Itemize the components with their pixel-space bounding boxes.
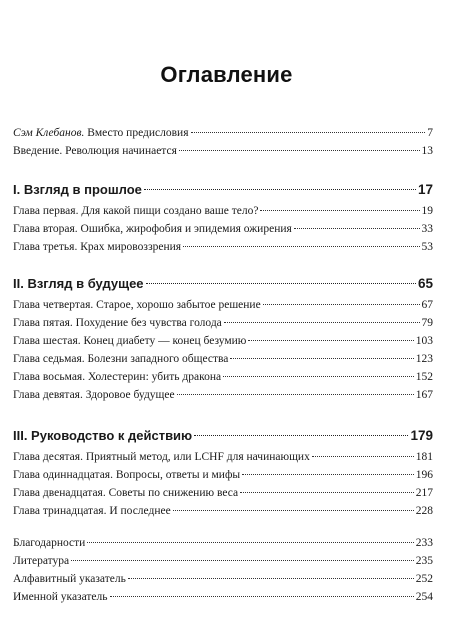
entry-label: Глава вторая. Ошибка, жирофобия и эпидемия ожирения (13, 223, 292, 235)
table-of-contents (13, 124, 433, 606)
toc-chapter-13[interactable] (13, 502, 433, 520)
entry-label: Глава восьмая. Холестерин: убить дракона (13, 371, 222, 383)
entry-page: 228 (415, 505, 433, 517)
dot-leader (87, 542, 413, 543)
toc-chapter-1[interactable] (13, 202, 433, 220)
toc-chapter-4[interactable] (13, 296, 433, 314)
dot-leader (179, 150, 420, 151)
entry-page: 67 (421, 299, 433, 311)
toc-entry-name-index[interactable] (13, 588, 433, 606)
dot-leader (191, 132, 426, 133)
entry-page: 13 (421, 145, 433, 157)
part-title: II. Взгляд в будущее (13, 276, 144, 291)
toc-chapter-3[interactable] (13, 238, 433, 256)
entry-label: Глава одиннадцатая. Вопросы, ответы и мифы (13, 469, 241, 481)
entry-page: 19 (421, 205, 433, 217)
entry-label: Алфавитный указатель (13, 573, 126, 585)
page-title: Оглавление (160, 62, 293, 87)
entry-author: Сэм Клебанов. (13, 127, 85, 139)
toc-chapter-11[interactable] (13, 466, 433, 484)
entry-page: 181 (415, 451, 433, 463)
toc-chapter-6[interactable] (13, 332, 433, 350)
dot-leader (183, 246, 419, 247)
entry-page: 167 (415, 389, 433, 401)
toc-chapter-5[interactable] (13, 314, 433, 332)
entry-label: Вместо предисловия (84, 127, 189, 139)
entry-label: Глава тринадцатая. И последнее (13, 505, 171, 517)
dot-leader (312, 456, 414, 457)
toc-chapter-7[interactable] (13, 350, 433, 368)
dot-leader (242, 474, 414, 475)
entry-label: Глава третья. Крах мировоззрения (13, 241, 182, 253)
entry-label: Именной указатель (13, 591, 108, 603)
dot-leader (224, 322, 420, 323)
entry-page: 79 (421, 317, 433, 329)
entry-page: 235 (415, 555, 433, 567)
toc-entry-subject-index[interactable] (13, 570, 433, 588)
entry-label: Глава четвертая. Старое, хорошо забытое решение (13, 299, 261, 311)
entry-label: Глава первая. Для какой пищи создано ваше тело? (13, 205, 259, 217)
entry-page: 7 (427, 127, 433, 139)
toc-entry-acknowledgements[interactable] (13, 534, 433, 552)
part-title: I. Взгляд в прошлое (13, 182, 142, 197)
entry-label: Глава десятая. Приятный метод, или LCHF для начинающих (13, 451, 310, 463)
entry-label: Глава девятая. Здоровое будущее (13, 389, 175, 401)
toc-chapter-10[interactable] (13, 448, 433, 466)
entry-page: 196 (415, 469, 433, 481)
entry-page: 152 (415, 371, 433, 383)
dot-leader (144, 189, 416, 190)
dot-leader (177, 394, 414, 395)
toc-part-3[interactable] (13, 424, 433, 448)
entry-page: 254 (415, 591, 433, 603)
entry-label: Благодарности (13, 537, 86, 549)
entry-page: 53 (421, 241, 433, 253)
entry-label: Глава седьмая. Болезни западного общества (13, 353, 229, 365)
toc-entry-introduction[interactable] (13, 142, 433, 160)
dot-leader (194, 435, 408, 436)
part-title: III. Руководство к действию (13, 428, 193, 443)
toc-part-1[interactable] (13, 178, 433, 202)
entry-label: Глава шестая. Конец диабету — конец безумию (13, 335, 247, 347)
toc-chapter-9[interactable] (13, 386, 433, 404)
entry-page: 217 (415, 487, 433, 499)
dot-leader (71, 560, 414, 561)
entry-page: 233 (415, 537, 433, 549)
part-page: 65 (417, 276, 433, 291)
entry-label: Введение. Революция начинается (13, 145, 177, 157)
dot-leader (260, 210, 419, 211)
entry-page: 33 (421, 223, 433, 235)
dot-leader (146, 283, 416, 284)
entry-page: 103 (415, 335, 433, 347)
dot-leader (223, 376, 414, 377)
toc-chapter-8[interactable] (13, 368, 433, 386)
toc-chapter-12[interactable] (13, 484, 433, 502)
dot-leader (263, 304, 420, 305)
toc-chapter-2[interactable] (13, 220, 433, 238)
dot-leader (240, 492, 414, 493)
part-page: 179 (410, 428, 433, 443)
entry-label: Глава пятая. Похудение без чувства голода (13, 317, 222, 329)
dot-leader (110, 596, 414, 597)
entry-label: Глава двенадцатая. Советы по снижению веса (13, 487, 239, 499)
entry-page: 123 (415, 353, 433, 365)
toc-part-2[interactable] (13, 272, 433, 296)
dot-leader (294, 228, 420, 229)
dot-leader (248, 340, 413, 341)
part-page: 17 (417, 182, 433, 197)
dot-leader (128, 578, 414, 579)
entry-page: 252 (415, 573, 433, 585)
toc-entry-foreword[interactable] (13, 124, 433, 142)
toc-entry-literature[interactable] (13, 552, 433, 570)
dot-leader (173, 510, 414, 511)
entry-label: Литература (13, 555, 70, 567)
dot-leader (230, 358, 413, 359)
